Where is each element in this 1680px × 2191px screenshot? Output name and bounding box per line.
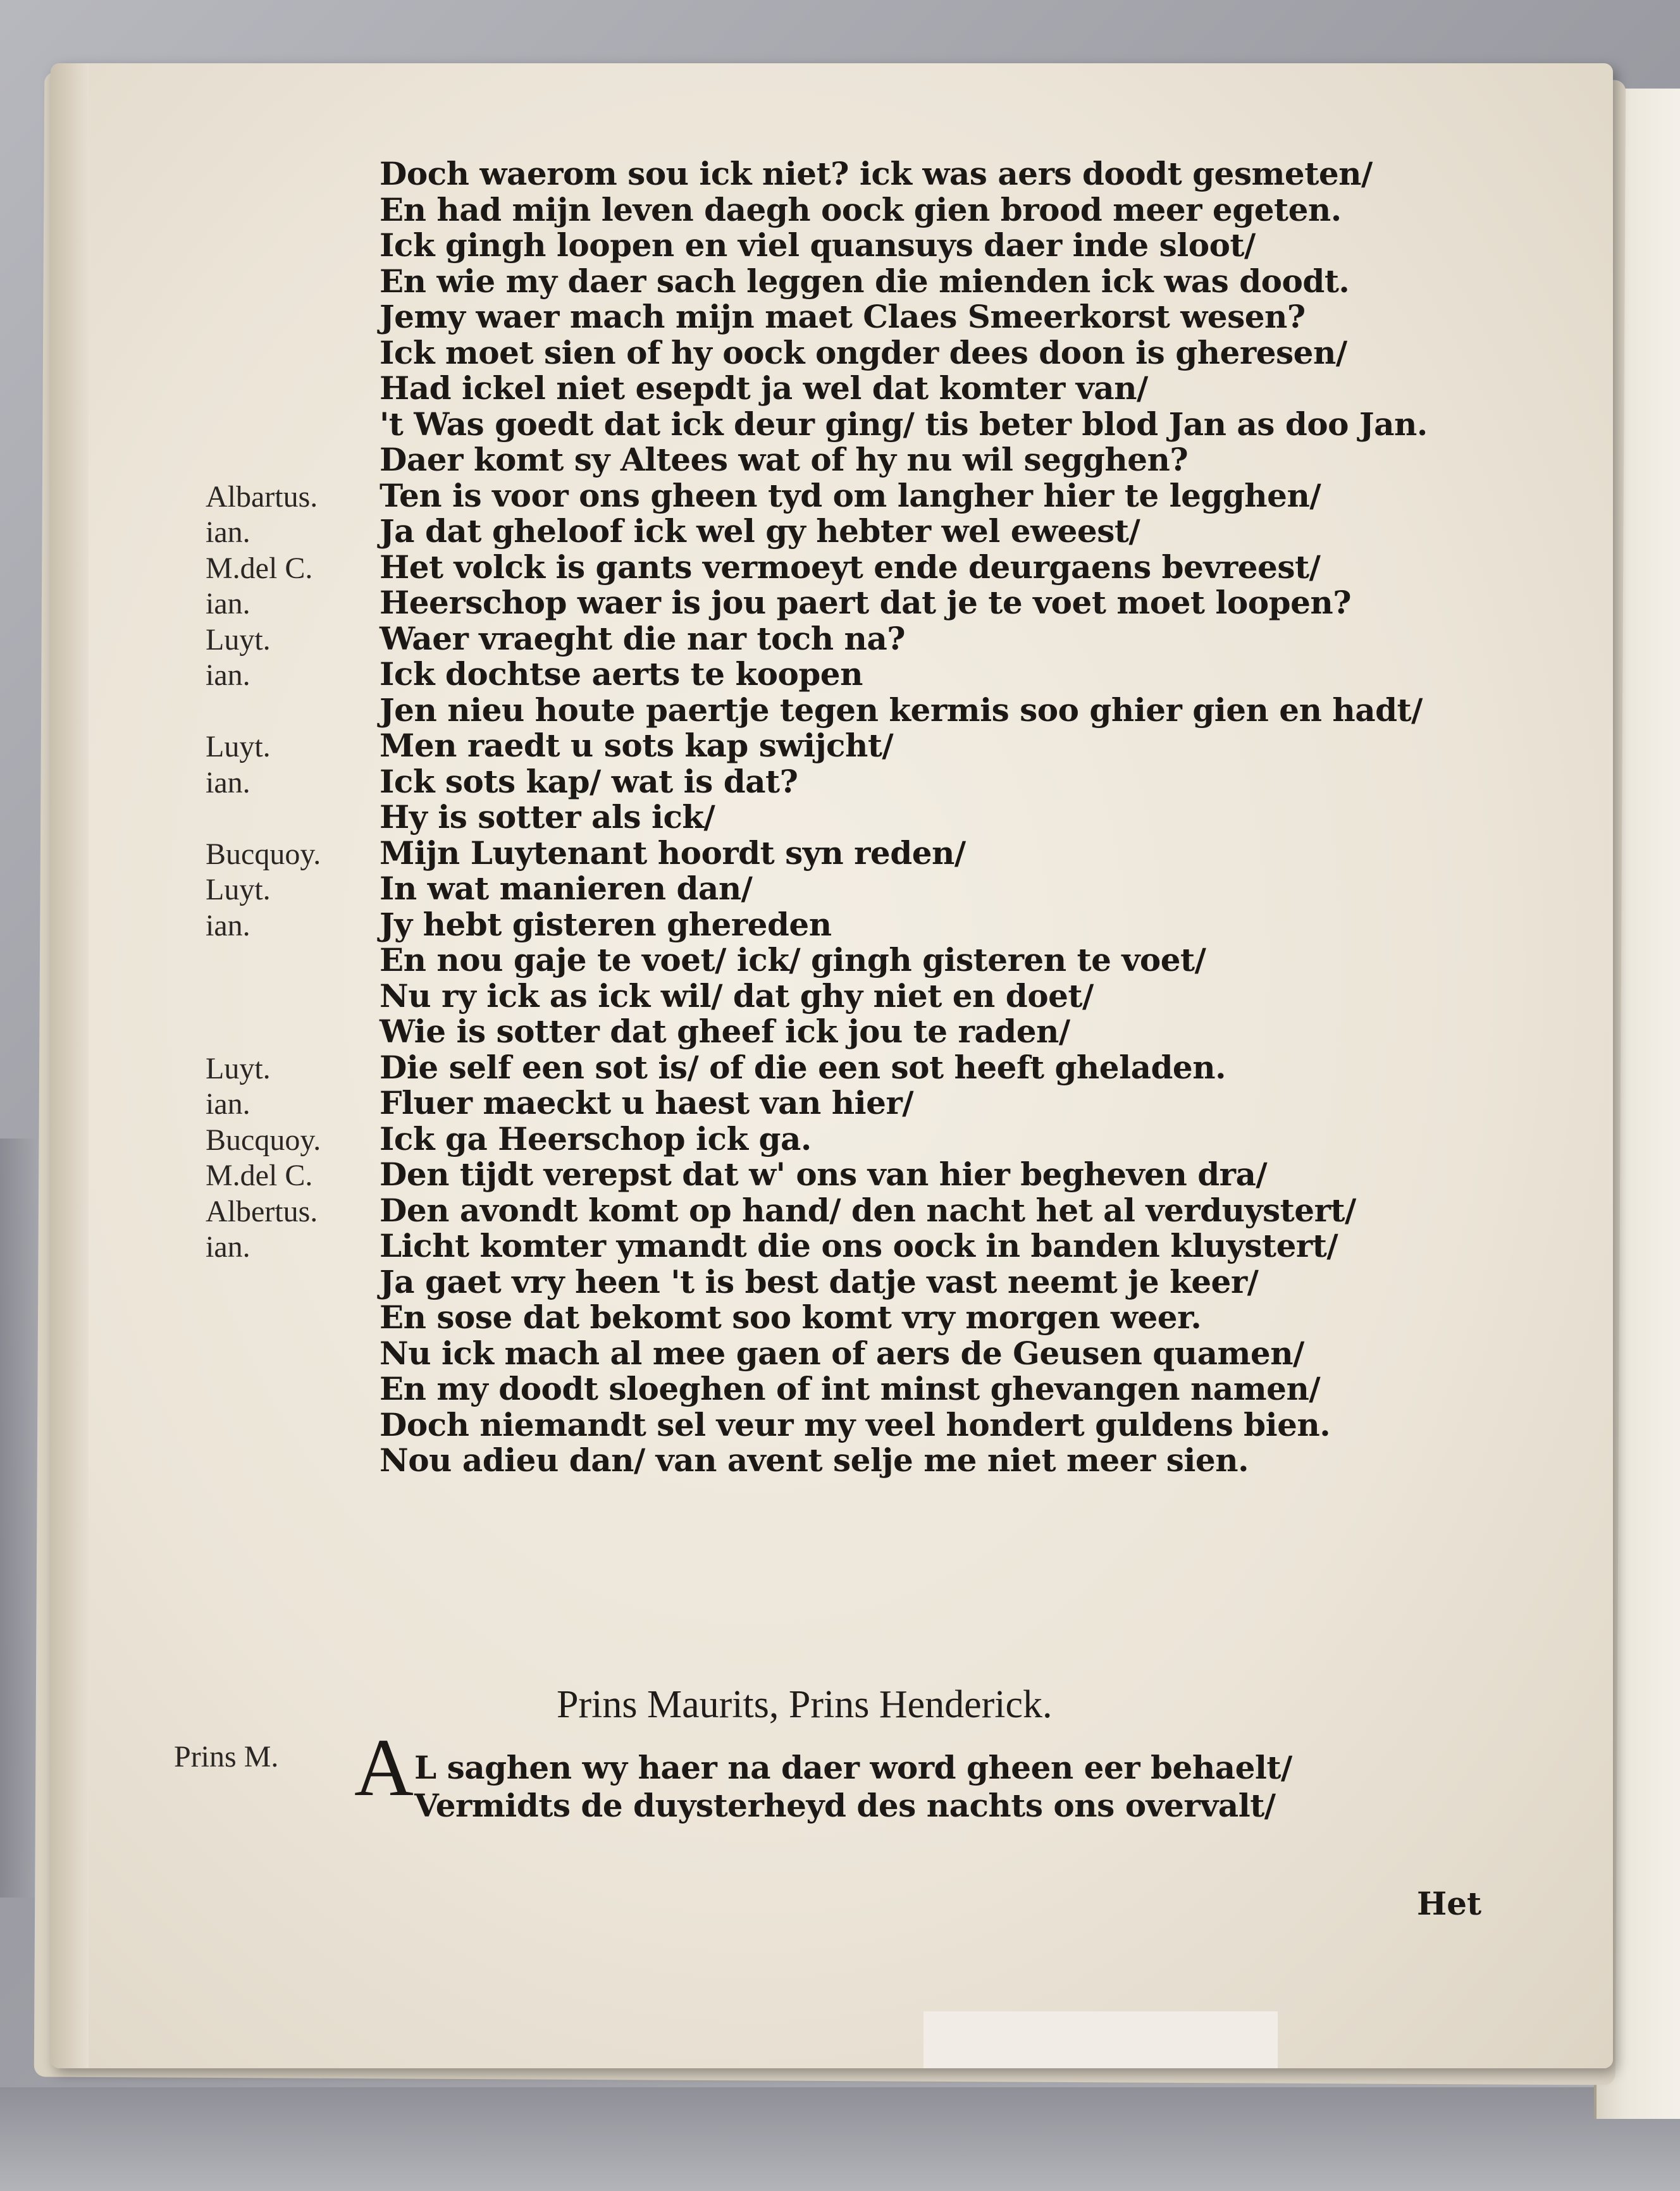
verse-line: Doch waerom sou ick niet? ick was aers doodt gesmeten/ [380,155,1373,192]
verse-line: En had mijn leven daegh oock gien brood meer egeten. [380,190,1342,228]
speaker-label: ian. [206,765,250,799]
blank-patch [923,2011,1278,2068]
verse-line: Den avondt komt op hand/ den nacht het al verduystert/ [380,1191,1356,1229]
verse-line: Wie is sotter dat gheef ick jou te raden/ [380,1013,1070,1050]
verse-line: Heerschop waer is jou paert dat je te voet moet loopen? [380,584,1352,621]
speaker-label: ian. [206,587,250,620]
verse-line: Jen nieu houte paertje tegen kermis soo ghier gien en hadt/ [380,691,1423,729]
speaker-label: ian. [206,658,250,692]
verse-line: Ick ga Heerschop ick ga. [380,1120,812,1157]
speaker-label: Luyt. [206,730,271,763]
speaker-label: Bucquoy. [206,1123,321,1157]
verse-line: Doch niemandt sel veur my veel hondert guldens bien. [380,1405,1331,1443]
speaker-label: Albartus. [206,479,318,514]
verse-line: In wat manieren dan/ [380,870,753,907]
verse-line: Ja dat gheloof ick wel gy hebter wel eweest/ [380,512,1140,550]
catchword: Het [1417,1885,1482,1922]
closing-line-2: Vermidts de duysterheyd des nachts ons overvalt/ [414,1787,1276,1824]
drop-cap: A [354,1722,414,1813]
verse-line: Nu ick mach al mee gaen of aers de Geusen quamen/ [380,1334,1304,1372]
verse-line: En wie my daer sach leggen die mienden ick was doodt. [380,262,1350,300]
verse-line: Ick dochtse aerts te koopen [380,655,863,693]
verse-line: Nu ry ick as ick wil/ dat ghy niet en doet/ [380,977,1094,1015]
verse-line: Ten is voor ons gheen tyd om langher hier te legghen/ [380,476,1321,514]
speaker-label: Luyt. [206,1051,271,1085]
verse-line: Ick sots kap/ wat is dat? [380,762,798,800]
speaker-label: Luyt. [206,873,271,906]
speaker-label: ian. [206,515,250,549]
book-page [51,63,1613,2068]
speaker-label: ian. [206,1087,250,1121]
speaker-label: Albertus. [206,1194,318,1228]
speaker-label: Bucquoy. [206,837,321,871]
verse-line: Licht komter ymandt die ons oock in banden kluystert/ [380,1227,1338,1264]
verse-line: Waer vraeght die nar toch na? [380,619,906,657]
verse-line: Men raedt u sots kap swijcht/ [380,727,894,764]
verse-line: Mijn Luytenant hoordt syn reden/ [380,834,966,872]
verse-line: Het volck is gants vermoeyt ende deurgaens bevreest/ [380,548,1321,586]
verse-line: Jy hebt gisteren ghereden [380,905,832,943]
verse-line: Ick gingh loopen en viel quansuys daer inde sloot/ [380,226,1256,264]
verse-line: Die self een sot is/ of die een sot heeft gheladen. [380,1048,1226,1086]
scene-heading: Prins Maurits, Prins Henderick. [557,1683,1053,1726]
speaker-label: M.del C. [206,1159,313,1192]
verse-line: Jemy waer mach mijn maet Claes Smeerkorst wesen? [380,298,1306,335]
verse-line: Ick moet sien of hy oock ongder dees doon is gheresen/ [380,333,1347,371]
verse-line: En my doodt sloeghen of int minst ghevangen namen/ [380,1370,1321,1407]
cloth-bottom [0,2087,1680,2191]
verse-line: Ja gaet vry heen 't is best datje vast neemt je keer/ [380,1262,1259,1300]
verse-line: En sose dat bekomt soo komt vry morgen weer. [380,1299,1202,1336]
closing-speaker: Prins M. [174,1740,279,1774]
speaker-label: ian. [206,1230,250,1264]
verse-line: En nou gaje te voet/ ick/ gingh gisteren te voet/ [380,941,1206,978]
verse-line: Daer komt sy Altees wat of hy nu wil segghen? [380,441,1189,478]
verse-line: Had ickel niet esepdt ja wel dat komter van/ [380,369,1148,407]
closing-line-1: L saghen wy haer na daer word gheen eer behaelt/ [414,1749,1292,1786]
speaker-label: ian. [206,908,250,942]
verse-line: 't Was goedt dat ick deur ging/ tis beter blod Jan as doo Jan. [380,405,1428,443]
speaker-label: Luyt. [206,622,271,657]
verse-line: Den tijdt verepst dat w' ons van hier begheven dra/ [380,1156,1268,1193]
page-gutter [51,63,89,2068]
speaker-label: M.del C. [206,551,313,585]
verse-line: Fluer maeckt u haest van hier/ [380,1084,914,1121]
verse-line: Hy is sotter als ick/ [380,798,715,836]
verse-line: Nou adieu dan/ van avent selje me niet meer sien. [380,1441,1249,1479]
